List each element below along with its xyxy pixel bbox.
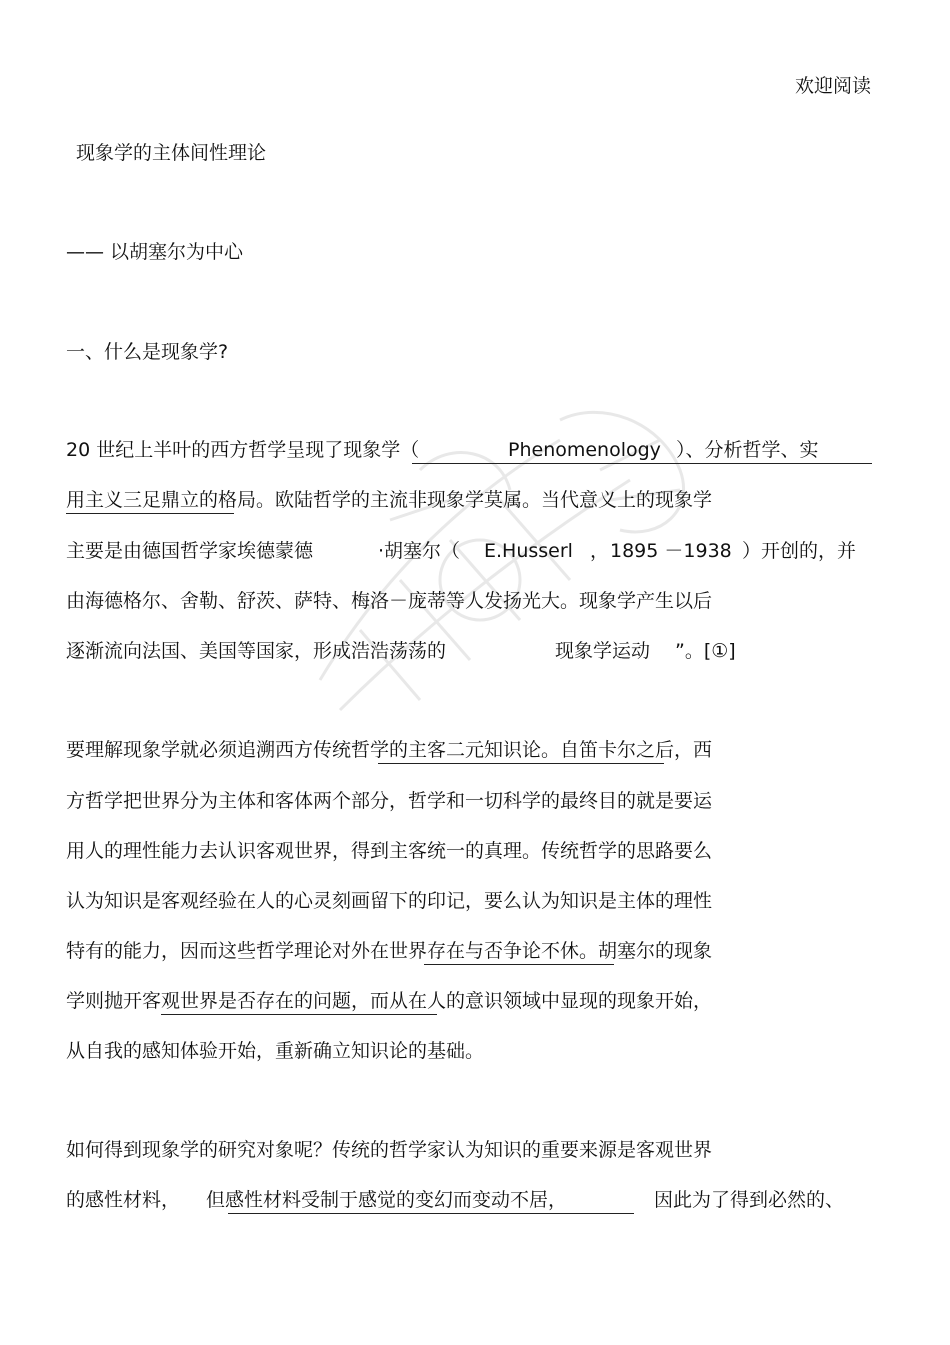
underline [412, 463, 872, 464]
paragraph-1-line-5c: ”。[①] [675, 640, 736, 662]
section-heading: 一、什么是现象学? [66, 341, 229, 363]
paragraph-3-line-2b: 但感性材料受制于感觉的变幻而变动不居， [206, 1189, 568, 1211]
underline [424, 964, 614, 965]
paragraph-1-line-1b: Phenomenology [508, 439, 661, 461]
paragraph-1-line-1a: 20 世纪上半叶的西方哲学呈现了现象学（ [66, 439, 420, 461]
paragraph-1-line-3b: ·胡塞尔（ [378, 540, 461, 562]
paragraph-1-line-3a: 主要是由德国哲学家埃德蒙德 [66, 540, 314, 562]
underline [66, 513, 234, 514]
paragraph-1-line-4: 由海德格尔、舍勒、舒茨、萨特、梅洛－庞蒂等人发扬光大。现象学产生以后 [66, 590, 713, 612]
paragraph-1-line-5a: 逐渐流向法国、美国等国家，形成浩浩荡荡的 [66, 640, 447, 662]
paragraph-1-line-3f: ）开创的，并 [742, 540, 857, 562]
paragraph-2-line-1: 要理解现象学就必须追溯西方传统哲学的主客二元知识论。自笛卡尔之后，西 [66, 739, 713, 761]
paragraph-2-line-4: 认为知识是客观经验在人的心灵刻画留下的印记，要么认为知识是主体的理性 [66, 890, 713, 912]
page-header: 欢迎阅读 [795, 75, 872, 97]
underline [378, 763, 664, 764]
paragraph-2-line-3: 用人的理性能力去认识客观世界，得到主客统一的真理。传统哲学的思路要么 [66, 840, 713, 862]
paragraph-1-line-3c: E.Husserl [484, 540, 573, 562]
paragraph-3-line-2c: 因此为了得到必然的、 [654, 1189, 845, 1211]
underline [228, 1213, 634, 1214]
paragraph-2-line-5: 特有的能力，因而这些哲学理论对外在世界存在与否争论不休。胡塞尔的现象 [66, 940, 713, 962]
underline [161, 1014, 437, 1015]
paragraph-1-line-3d: ， [590, 540, 610, 562]
paragraph-1-line-1c: ）、分析哲学、实 [676, 439, 819, 461]
paragraph-1-line-2: 用主义三足鼎立的格局。欧陆哲学的主流非现象学莫属。当代意义上的现象学 [66, 489, 713, 511]
document-title: 现象学的主体间性理论 [76, 142, 267, 164]
paragraph-3-line-1: 如何得到现象学的研究对象呢？传统的哲学家认为知识的重要来源是客观世界 [66, 1139, 713, 1161]
paragraph-2-line-6: 学则抛开客观世界是否存在的问题，而从在人的意识领域中显现的现象开始， [66, 990, 713, 1012]
paragraph-1-line-5b: 现象学运动 [555, 640, 651, 662]
paragraph-2-line-7: 从自我的感知体验开始，重新确立知识论的基础。 [66, 1040, 485, 1062]
paragraph-1-line-3e: 1895 －1938 [610, 540, 732, 562]
paragraph-2-line-2: 方哲学把世界分为主体和客体两个部分，哲学和一切科学的最终目的就是要运 [66, 790, 713, 812]
paragraph-3-line-2a: 的感性材料， [66, 1189, 181, 1211]
document-subtitle: —— 以胡塞尔为中心 [66, 241, 244, 263]
